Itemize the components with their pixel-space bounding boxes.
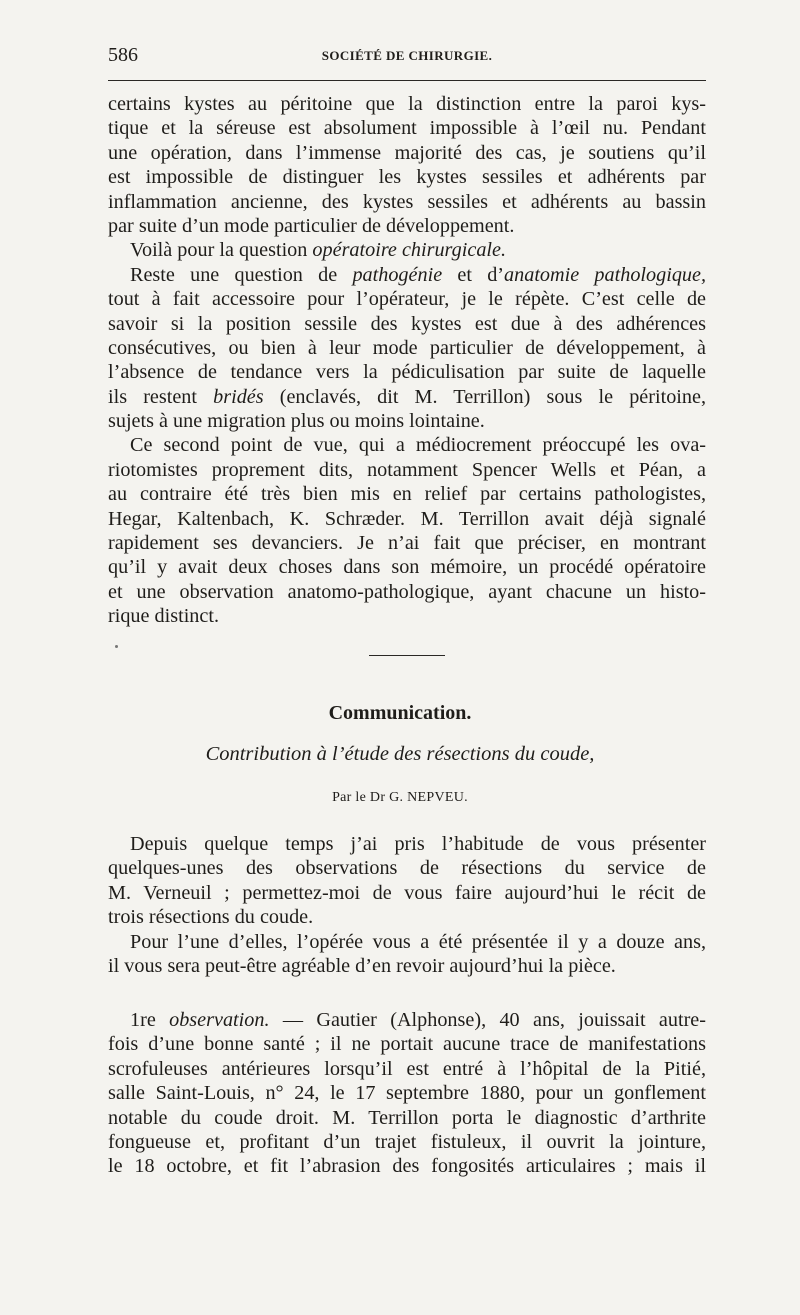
text-line	[108, 263, 706, 287]
section-observation	[108, 1008, 706, 1179]
text-run: Reste une question de	[130, 263, 353, 286]
text-line: Ce second point de vue, qui a médiocrement préoccupé les ova-	[130, 434, 706, 457]
text-line: sujets à une migration plus ou moins lointaine.	[108, 410, 485, 433]
text-run: ils restent	[108, 385, 214, 408]
article-title: Contribution à l’étude des résections du coude,	[205, 743, 595, 765]
text-line: rapidement ses devanciers. Je n’ai fait que préciser, en montrant	[108, 532, 706, 555]
text-line: fongueuse et, profitant d’un trajet fistuleux, il ouvrit la jointure,	[108, 1130, 706, 1153]
text-line: tout à fait accessoire pour l’opérateur, je le répète. C’est celle de	[108, 288, 706, 311]
text-run: et d’	[442, 263, 505, 286]
text-line: et une observation anatomo-pathologique, ayant chacune un histo-	[108, 580, 706, 603]
observation-number: 1re	[130, 1009, 156, 1031]
text-line: une opération, dans l’immense majorité des cas, je soutiens qu’il	[108, 141, 706, 164]
italic-phrase: pathogénie	[352, 263, 443, 286]
text-line: fois d’une bonne santé ; il ne portait aucune trace de manifestations	[108, 1033, 706, 1056]
running-title: SOCIÉTÉ DE CHIRURGIE.	[321, 48, 493, 63]
text-line: quelques-unes des observations de résections du service de	[108, 857, 706, 880]
italic-phrase: bridés	[213, 385, 264, 408]
communication-heading: Communication.	[328, 702, 472, 724]
text-line: l’absence de tendance vers la pédiculisation par suite de laquelle	[108, 361, 706, 384]
text-line: est impossible de distinguer les kystes sessiles et adhérents par	[108, 166, 706, 189]
text-line: salle Saint-Louis, n° 24, le 17 septembre 1880, pour un gonflement	[108, 1082, 706, 1105]
italic-phrase: opératoire chirurgicale.	[312, 239, 507, 262]
text-line: il vous sera peut-être agréable d’en revoir aujourd’hui la pièce.	[108, 954, 616, 977]
text-run: (enclavés, dit M. Terrillon) sous le péritoine,	[263, 385, 706, 408]
text-line: qu’il y avait deux choses dans son mémoire, un procédé opératoire	[108, 556, 706, 579]
text-run: Voilà pour la question	[130, 239, 313, 262]
italic-phrase: anatomie pathologique,	[504, 263, 706, 286]
text-line: au contraire été très bien mis en relief par certains pathologistes,	[108, 483, 706, 506]
text-line: certains kystes au péritoine que la distinction entre la paroi kys-	[108, 93, 706, 115]
section-introduction	[108, 832, 706, 978]
text-line: M. Verneuil ; permettez-moi de vous faire aujourd’hui le récit de	[108, 881, 706, 904]
text-line: savoir si la position sessile des kystes est due à des adhérences	[108, 312, 706, 335]
text-line: par suite d’un mode particulier de développement.	[108, 214, 515, 237]
text-line: tique et la séreuse est absolument impossible à l’œil nu. Pendant	[108, 117, 706, 140]
text-line: inflammation ancienne, des kystes sessiles et adhérents au bassin	[108, 190, 706, 213]
text-line: riotomistes proprement dits, notamment Spencer Wells et Péan, a	[108, 458, 706, 481]
header-rule	[108, 80, 706, 81]
text-line: rique distinct.	[108, 605, 220, 628]
text-run: — Gautier (Alphonse), 40 ans, jouissait autre-	[269, 1009, 706, 1031]
text-line: trois résections du coude.	[108, 906, 314, 929]
text-line: scrofuleuses antérieures lorsqu’il est entré à l’hôpital de la Pitié,	[108, 1057, 706, 1080]
text-line	[108, 385, 706, 409]
page-number: 586	[108, 44, 138, 66]
text-line	[108, 238, 706, 262]
section-kystes	[108, 92, 706, 629]
section-separator	[369, 655, 445, 656]
text-line: Pour l’une d’elles, l’opérée vous a été présentée il y a douze ans,	[130, 930, 706, 953]
author-byline: Par le Dr G. NEPVEU.	[332, 790, 468, 805]
text-line: consécutives, ou bien à leur mode particulier de développement, à	[108, 336, 706, 359]
italic-phrase: observation.	[155, 1009, 270, 1031]
page-header	[108, 44, 706, 74]
text-line: Hegar, Kaltenbach, K. Schræder. M. Terrillon avait déjà signalé	[108, 507, 706, 530]
ink-speck	[115, 645, 118, 648]
text-line	[108, 1008, 706, 1032]
text-line: Depuis quelque temps j’ai pris l’habitude de vous présenter	[130, 833, 706, 855]
text-line: notable du coude droit. M. Terrillon porta le diagnostic d’arthrite	[108, 1106, 706, 1129]
text-line: le 18 octobre, et fit l’abrasion des fongosités articulaires ; mais il	[108, 1155, 706, 1178]
